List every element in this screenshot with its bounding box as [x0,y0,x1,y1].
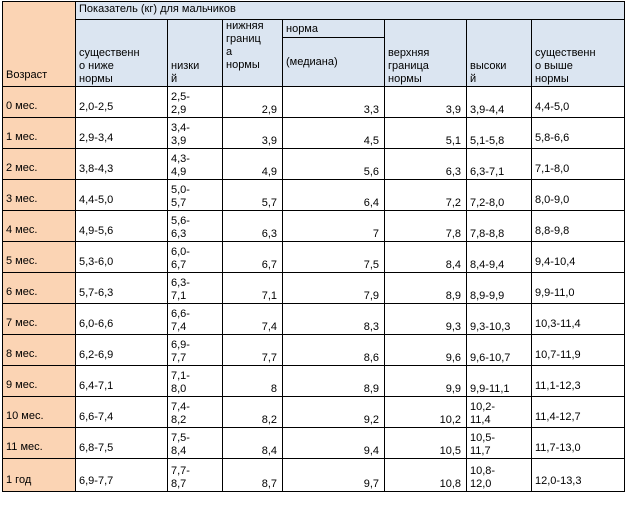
header-norm-median: (медиана) [286,56,338,68]
lower-bound-cell: 8,7 [223,459,283,492]
age-cell: 2 мес. [3,149,76,180]
low-cell: 5,6- 6,3 [168,211,223,242]
norm-cell: 8,3 [283,304,385,335]
upper-bound-cell: 8,9 [385,273,467,304]
sig-high-cell: 11,4-12,7 [532,397,625,428]
sig-high-cell: 4,4-5,0 [532,87,625,118]
norm-cell: 7,9 [283,273,385,304]
header-upper-bound: верхняя граница нормы [385,20,467,87]
header-sig-low: существенн о ниже нормы [76,20,168,87]
sig-low-cell: 2,9-3,4 [76,118,168,149]
high-cell: 5,1-5,8 [467,118,532,149]
lower-bound-cell: 7,4 [223,304,283,335]
high-cell: 6,3-7,1 [467,149,532,180]
table-row [3,242,625,273]
sig-low-cell: 6,6-7,4 [76,397,168,428]
age-cell: 11 мес. [3,428,76,459]
lower-bound-cell: 7,7 [223,335,283,366]
table-row [3,211,625,242]
norm-cell: 3,3 [283,87,385,118]
sig-low-cell: 6,9-7,7 [76,459,168,492]
age-header: Возраст [3,2,76,87]
norm-cell: 8,6 [283,335,385,366]
high-cell: 10,8- 12,0 [467,459,532,492]
upper-bound-cell: 10,8 [385,459,467,492]
sig-high-cell: 11,7-13,0 [532,428,625,459]
sig-high-cell: 9,9-11,0 [532,273,625,304]
sig-low-cell: 5,7-6,3 [76,273,168,304]
sig-high-cell: 9,4-10,4 [532,242,625,273]
age-cell: 7 мес. [3,304,76,335]
high-cell: 9,9-11,1 [467,366,532,397]
upper-bound-cell: 10,5 [385,428,467,459]
sig-low-cell: 4,9-5,6 [76,211,168,242]
age-cell: 5 мес. [3,242,76,273]
lower-bound-cell: 4,9 [223,149,283,180]
sig-high-cell: 11,1-12,3 [532,366,625,397]
high-cell: 10,2- 11,4 [467,397,532,428]
sig-high-cell: 7,1-8,0 [532,149,625,180]
header-low: низки й [168,20,223,87]
sig-high-cell: 8,8-9,8 [532,211,625,242]
sig-low-cell: 6,2-6,9 [76,335,168,366]
table-row [3,459,625,492]
sig-low-cell: 6,8-7,5 [76,428,168,459]
norm-cell: 9,7 [283,459,385,492]
age-cell: 6 мес. [3,273,76,304]
age-cell: 4 мес. [3,211,76,242]
header-norm-label: норма [283,20,384,38]
norm-cell: 4,5 [283,118,385,149]
upper-bound-cell: 3,9 [385,87,467,118]
norm-cell: 6,4 [283,180,385,211]
sig-low-cell: 2,0-2,5 [76,87,168,118]
upper-bound-cell: 9,3 [385,304,467,335]
high-cell: 8,4-9,4 [467,242,532,273]
sig-high-cell: 8,0-9,0 [532,180,625,211]
sig-high-cell: 12,0-13,3 [532,459,625,492]
sig-low-cell: 5,3-6,0 [76,242,168,273]
table-row [3,87,625,118]
table-row [3,149,625,180]
table-row [3,273,625,304]
sig-low-cell: 3,8-4,3 [76,149,168,180]
table-row [3,118,625,149]
sig-low-cell: 6,4-7,1 [76,366,168,397]
upper-bound-cell: 9,6 [385,335,467,366]
low-cell: 7,1- 8,0 [168,366,223,397]
low-cell: 4,3- 4,9 [168,149,223,180]
table-title: Показатель (кг) для мальчиков [76,2,625,20]
low-cell: 6,6- 7,4 [168,304,223,335]
high-cell: 9,6-10,7 [467,335,532,366]
header-sig-high: существенн о выше нормы [532,20,625,87]
lower-bound-cell: 2,9 [223,87,283,118]
lower-bound-cell: 8,2 [223,397,283,428]
sig-high-cell: 10,3-11,4 [532,304,625,335]
upper-bound-cell: 10,2 [385,397,467,428]
table-row [3,366,625,397]
header-lower-bound: нижняя границ а нормы [223,20,283,87]
table-row [3,180,625,211]
lower-bound-cell: 6,7 [223,242,283,273]
table-row [3,428,625,459]
high-cell: 10,5- 11,7 [467,428,532,459]
low-cell: 6,9- 7,7 [168,335,223,366]
low-cell: 3,4- 3,9 [168,118,223,149]
high-cell: 3,9-4,4 [467,87,532,118]
high-cell: 7,8-8,8 [467,211,532,242]
low-cell: 2,5- 2,9 [168,87,223,118]
upper-bound-cell: 9,9 [385,366,467,397]
lower-bound-cell: 3,9 [223,118,283,149]
age-cell: 8 мес. [3,335,76,366]
low-cell: 5,0- 5,7 [168,180,223,211]
norm-cell: 8,9 [283,366,385,397]
upper-bound-cell: 5,1 [385,118,467,149]
low-cell: 7,7- 8,7 [168,459,223,492]
norm-cell: 5,6 [283,149,385,180]
norm-cell: 9,2 [283,397,385,428]
sig-low-cell: 4,4-5,0 [76,180,168,211]
table-row [3,397,625,428]
lower-bound-cell: 7,1 [223,273,283,304]
age-cell: 0 мес. [3,87,76,118]
low-cell: 7,4- 8,2 [168,397,223,428]
sig-low-cell: 6,0-6,6 [76,304,168,335]
upper-bound-cell: 7,8 [385,211,467,242]
sig-high-cell: 10,7-11,9 [532,335,625,366]
high-cell: 9,3-10,3 [467,304,532,335]
lower-bound-cell: 8,4 [223,428,283,459]
lower-bound-cell: 5,7 [223,180,283,211]
upper-bound-cell: 7,2 [385,180,467,211]
sig-high-cell: 5,8-6,6 [532,118,625,149]
upper-bound-cell: 8,4 [385,242,467,273]
low-cell: 6,0- 6,7 [168,242,223,273]
table-row [3,335,625,366]
header-high: высоки й [467,20,532,87]
age-cell: 9 мес. [3,366,76,397]
header-norm [283,20,385,87]
norm-cell: 7,5 [283,242,385,273]
low-cell: 7,5- 8,4 [168,428,223,459]
age-cell: 10 мес. [3,397,76,428]
norm-cell: 9,4 [283,428,385,459]
age-cell: 1 год [3,459,76,492]
table-row [3,304,625,335]
low-cell: 6,3- 7,1 [168,273,223,304]
weight-norms-table [2,1,625,492]
age-cell: 3 мес. [3,180,76,211]
upper-bound-cell: 6,3 [385,149,467,180]
lower-bound-cell: 8 [223,366,283,397]
norm-cell: 7 [283,211,385,242]
age-cell: 1 мес. [3,118,76,149]
high-cell: 8,9-9,9 [467,273,532,304]
lower-bound-cell: 6,3 [223,211,283,242]
high-cell: 7,2-8,0 [467,180,532,211]
